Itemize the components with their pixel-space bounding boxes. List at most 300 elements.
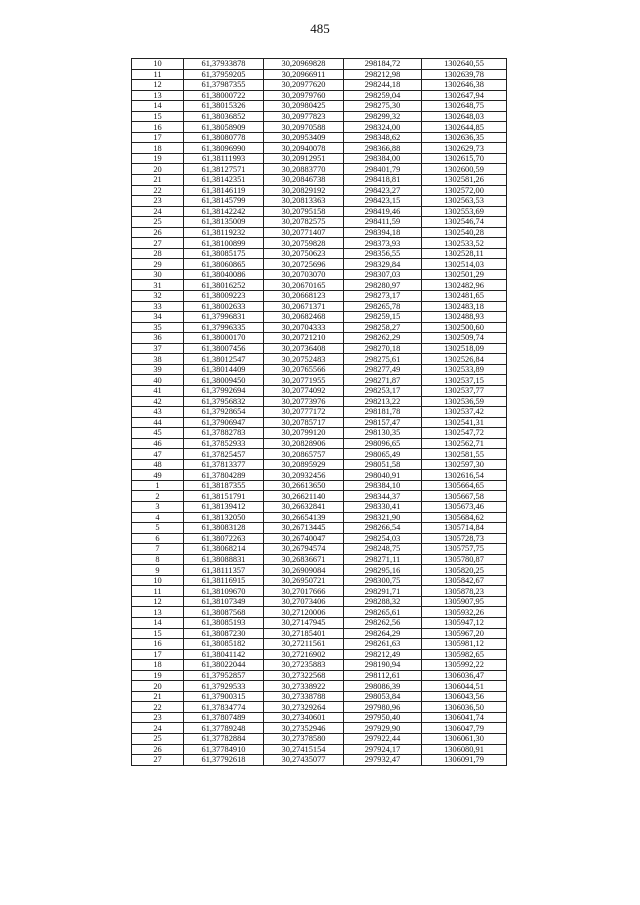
- latitude-cell: 61,38146119: [184, 185, 264, 196]
- x-coordinate-cell: 298394,18: [344, 227, 422, 238]
- point-number-cell: 4: [132, 512, 184, 523]
- x-coordinate-cell: 298262,56: [344, 617, 422, 628]
- x-coordinate-cell: 298384,10: [344, 480, 422, 491]
- y-coordinate-cell: 1302533,52: [422, 238, 507, 249]
- longitude-cell: 30,20671371: [264, 301, 344, 312]
- y-coordinate-cell: 1305967,20: [422, 628, 507, 639]
- y-coordinate-cell: 1302483,18: [422, 301, 507, 312]
- table-row: [132, 554, 507, 565]
- y-coordinate-cell: 1302647,94: [422, 90, 507, 101]
- latitude-cell: 61,37807489: [184, 712, 264, 723]
- longitude-cell: 30,20980425: [264, 101, 344, 112]
- y-coordinate-cell: 1302540,28: [422, 227, 507, 238]
- x-coordinate-cell: 298157,47: [344, 417, 422, 428]
- latitude-cell: 61,38012547: [184, 354, 264, 365]
- latitude-cell: 61,38068214: [184, 544, 264, 555]
- y-coordinate-cell: 1305842,67: [422, 575, 507, 586]
- y-coordinate-cell: 1302600,59: [422, 164, 507, 175]
- longitude-cell: 30,20979760: [264, 90, 344, 101]
- y-coordinate-cell: 1306044,51: [422, 681, 507, 692]
- table-row: [132, 586, 507, 597]
- point-number-cell: 28: [132, 248, 184, 259]
- latitude-cell: 61,38119232: [184, 227, 264, 238]
- longitude-cell: 30,27378580: [264, 734, 344, 745]
- point-number-cell: 17: [132, 132, 184, 143]
- point-number-cell: 8: [132, 554, 184, 565]
- longitude-cell: 30,20828906: [264, 438, 344, 449]
- table-row: [132, 565, 507, 576]
- longitude-cell: 30,20721210: [264, 333, 344, 344]
- x-coordinate-cell: 298265,78: [344, 301, 422, 312]
- y-coordinate-cell: 1302481,65: [422, 291, 507, 302]
- table-row: [132, 755, 507, 766]
- table-row: [132, 227, 507, 238]
- table-row: [132, 681, 507, 692]
- latitude-cell: 61,38085175: [184, 248, 264, 259]
- point-number-cell: 29: [132, 259, 184, 270]
- table-row: [132, 491, 507, 502]
- x-coordinate-cell: 297924,17: [344, 744, 422, 755]
- longitude-cell: 30,20752483: [264, 354, 344, 365]
- y-coordinate-cell: 1305932,26: [422, 607, 507, 618]
- y-coordinate-cell: 1305684,62: [422, 512, 507, 523]
- x-coordinate-cell: 298051,58: [344, 459, 422, 470]
- x-coordinate-cell: 298277,49: [344, 364, 422, 375]
- point-number-cell: 14: [132, 617, 184, 628]
- table-row: [132, 544, 507, 555]
- y-coordinate-cell: 1302553,69: [422, 206, 507, 217]
- table-row: [132, 385, 507, 396]
- table-row: [132, 196, 507, 207]
- longitude-cell: 30,27185401: [264, 628, 344, 639]
- longitude-cell: 30,20829192: [264, 185, 344, 196]
- y-coordinate-cell: 1302537,77: [422, 385, 507, 396]
- y-coordinate-cell: 1302546,74: [422, 217, 507, 228]
- x-coordinate-cell: 298213,22: [344, 396, 422, 407]
- point-number-cell: 42: [132, 396, 184, 407]
- table-row: [132, 396, 507, 407]
- point-number-cell: 30: [132, 269, 184, 280]
- point-number-cell: 45: [132, 428, 184, 439]
- x-coordinate-cell: 297950,40: [344, 712, 422, 723]
- longitude-cell: 30,20668123: [264, 291, 344, 302]
- y-coordinate-cell: 1302597,30: [422, 459, 507, 470]
- latitude-cell: 61,38145799: [184, 196, 264, 207]
- longitude-cell: 30,26621140: [264, 491, 344, 502]
- table-row: [132, 217, 507, 228]
- x-coordinate-cell: 298086,39: [344, 681, 422, 692]
- longitude-cell: 30,26654139: [264, 512, 344, 523]
- table-row: [132, 449, 507, 460]
- table-row: [132, 354, 507, 365]
- y-coordinate-cell: 1302615,70: [422, 153, 507, 164]
- longitude-cell: 30,26794574: [264, 544, 344, 555]
- point-number-cell: 48: [132, 459, 184, 470]
- x-coordinate-cell: 298307,03: [344, 269, 422, 280]
- y-coordinate-cell: 1302536,59: [422, 396, 507, 407]
- y-coordinate-cell: 1302616,54: [422, 470, 507, 481]
- point-number-cell: 31: [132, 280, 184, 291]
- point-number-cell: 22: [132, 185, 184, 196]
- y-coordinate-cell: 1302528,11: [422, 248, 507, 259]
- latitude-cell: 61,38111357: [184, 565, 264, 576]
- point-number-cell: 22: [132, 702, 184, 713]
- point-number-cell: 38: [132, 354, 184, 365]
- longitude-cell: 30,20765566: [264, 364, 344, 375]
- latitude-cell: 61,38014409: [184, 364, 264, 375]
- y-coordinate-cell: 1302526,84: [422, 354, 507, 365]
- y-coordinate-cell: 1305664,65: [422, 480, 507, 491]
- latitude-cell: 61,38139412: [184, 501, 264, 512]
- x-coordinate-cell: 298419,46: [344, 206, 422, 217]
- x-coordinate-cell: 298266,54: [344, 523, 422, 534]
- y-coordinate-cell: 1302537,42: [422, 407, 507, 418]
- table-row: [132, 734, 507, 745]
- y-coordinate-cell: 1305981,12: [422, 639, 507, 650]
- point-number-cell: 24: [132, 723, 184, 734]
- point-number-cell: 47: [132, 449, 184, 460]
- x-coordinate-cell: 298366,88: [344, 143, 422, 154]
- longitude-cell: 30,20774092: [264, 385, 344, 396]
- table-row: [132, 702, 507, 713]
- y-coordinate-cell: 1305673,46: [422, 501, 507, 512]
- point-number-cell: 15: [132, 111, 184, 122]
- point-number-cell: 9: [132, 565, 184, 576]
- table-row: [132, 649, 507, 660]
- y-coordinate-cell: 1305992,22: [422, 660, 507, 671]
- point-number-cell: 27: [132, 755, 184, 766]
- latitude-cell: 61,37929533: [184, 681, 264, 692]
- latitude-cell: 61,38016252: [184, 280, 264, 291]
- longitude-cell: 30,26950721: [264, 575, 344, 586]
- y-coordinate-cell: 1306036,50: [422, 702, 507, 713]
- longitude-cell: 30,20704333: [264, 322, 344, 333]
- y-coordinate-cell: 1302547,72: [422, 428, 507, 439]
- longitude-cell: 30,20773976: [264, 396, 344, 407]
- point-number-cell: 43: [132, 407, 184, 418]
- table-row: [132, 206, 507, 217]
- table-row: [132, 80, 507, 91]
- point-number-cell: 19: [132, 153, 184, 164]
- point-number-cell: 18: [132, 660, 184, 671]
- x-coordinate-cell: 298418,81: [344, 175, 422, 186]
- table-row: [132, 744, 507, 755]
- longitude-cell: 30,27329264: [264, 702, 344, 713]
- point-number-cell: 20: [132, 681, 184, 692]
- longitude-cell: 30,20940078: [264, 143, 344, 154]
- y-coordinate-cell: 1302648,75: [422, 101, 507, 112]
- table-row: [132, 312, 507, 323]
- x-coordinate-cell: 298423,15: [344, 196, 422, 207]
- latitude-cell: 61,38040086: [184, 269, 264, 280]
- point-number-cell: 40: [132, 375, 184, 386]
- latitude-cell: 61,37906947: [184, 417, 264, 428]
- y-coordinate-cell: 1302563,53: [422, 196, 507, 207]
- latitude-cell: 61,37992694: [184, 385, 264, 396]
- x-coordinate-cell: 298190,94: [344, 660, 422, 671]
- x-coordinate-cell: 298254,03: [344, 533, 422, 544]
- y-coordinate-cell: 1302482,96: [422, 280, 507, 291]
- longitude-cell: 30,20953409: [264, 132, 344, 143]
- x-coordinate-cell: 298212,98: [344, 69, 422, 80]
- point-number-cell: 6: [132, 533, 184, 544]
- table-row: [132, 364, 507, 375]
- table-row: [132, 607, 507, 618]
- latitude-cell: 61,37782884: [184, 734, 264, 745]
- table-row: [132, 628, 507, 639]
- x-coordinate-cell: 298356,55: [344, 248, 422, 259]
- table-row: [132, 375, 507, 386]
- table-row: [132, 670, 507, 681]
- table-row: [132, 617, 507, 628]
- longitude-cell: 30,20771407: [264, 227, 344, 238]
- table-row: [132, 153, 507, 164]
- longitude-cell: 30,27211561: [264, 639, 344, 650]
- latitude-cell: 61,38100899: [184, 238, 264, 249]
- x-coordinate-cell: 298329,84: [344, 259, 422, 270]
- point-number-cell: 12: [132, 80, 184, 91]
- x-coordinate-cell: 298053,84: [344, 691, 422, 702]
- point-number-cell: 34: [132, 312, 184, 323]
- x-coordinate-cell: 298259,04: [344, 90, 422, 101]
- table-row: [132, 69, 507, 80]
- latitude-cell: 61,38132050: [184, 512, 264, 523]
- x-coordinate-cell: 298299,32: [344, 111, 422, 122]
- table-row: [132, 459, 507, 470]
- x-coordinate-cell: 298295,16: [344, 565, 422, 576]
- latitude-cell: 61,38015326: [184, 101, 264, 112]
- latitude-cell: 61,37792618: [184, 755, 264, 766]
- table-row: [132, 480, 507, 491]
- longitude-cell: 30,20970588: [264, 122, 344, 133]
- x-coordinate-cell: 298264,29: [344, 628, 422, 639]
- y-coordinate-cell: 1302488,93: [422, 312, 507, 323]
- latitude-cell: 61,38060865: [184, 259, 264, 270]
- y-coordinate-cell: 1305780,87: [422, 554, 507, 565]
- latitude-cell: 61,37813377: [184, 459, 264, 470]
- latitude-cell: 61,38041142: [184, 649, 264, 660]
- y-coordinate-cell: 1306047,79: [422, 723, 507, 734]
- x-coordinate-cell: 298280,97: [344, 280, 422, 291]
- y-coordinate-cell: 1305878,23: [422, 586, 507, 597]
- longitude-cell: 30,26632841: [264, 501, 344, 512]
- table-row: [132, 59, 507, 70]
- longitude-cell: 30,26836671: [264, 554, 344, 565]
- y-coordinate-cell: 1302646,38: [422, 80, 507, 91]
- y-coordinate-cell: 1305714,84: [422, 523, 507, 534]
- table-row: [132, 280, 507, 291]
- y-coordinate-cell: 1302537,15: [422, 375, 507, 386]
- x-coordinate-cell: 298184,72: [344, 59, 422, 70]
- latitude-cell: 61,38142242: [184, 206, 264, 217]
- x-coordinate-cell: 298373,93: [344, 238, 422, 249]
- table-row: [132, 438, 507, 449]
- table-row: [132, 301, 507, 312]
- x-coordinate-cell: 297932,47: [344, 755, 422, 766]
- x-coordinate-cell: 298040,91: [344, 470, 422, 481]
- table-row: [132, 269, 507, 280]
- longitude-cell: 30,20969828: [264, 59, 344, 70]
- table-row: [132, 333, 507, 344]
- latitude-cell: 61,38096990: [184, 143, 264, 154]
- point-number-cell: 17: [132, 649, 184, 660]
- y-coordinate-cell: 1305757,75: [422, 544, 507, 555]
- latitude-cell: 61,37852933: [184, 438, 264, 449]
- latitude-cell: 61,37928654: [184, 407, 264, 418]
- y-coordinate-cell: 1305947,12: [422, 617, 507, 628]
- longitude-cell: 30,27235883: [264, 660, 344, 671]
- longitude-cell: 30,27415154: [264, 744, 344, 755]
- y-coordinate-cell: 1302636,35: [422, 132, 507, 143]
- y-coordinate-cell: 1302518,09: [422, 343, 507, 354]
- table-row: [132, 164, 507, 175]
- table-row: [132, 723, 507, 734]
- latitude-cell: 61,37825457: [184, 449, 264, 460]
- y-coordinate-cell: 1302581,55: [422, 449, 507, 460]
- latitude-cell: 61,37933878: [184, 59, 264, 70]
- y-coordinate-cell: 1306061,30: [422, 734, 507, 745]
- latitude-cell: 61,38036852: [184, 111, 264, 122]
- point-number-cell: 33: [132, 301, 184, 312]
- latitude-cell: 61,38151791: [184, 491, 264, 502]
- point-number-cell: 26: [132, 744, 184, 755]
- point-number-cell: 7: [132, 544, 184, 555]
- latitude-cell: 61,38000722: [184, 90, 264, 101]
- latitude-cell: 61,38135009: [184, 217, 264, 228]
- latitude-cell: 61,38116915: [184, 575, 264, 586]
- y-coordinate-cell: 1306043,56: [422, 691, 507, 702]
- point-number-cell: 37: [132, 343, 184, 354]
- latitude-cell: 61,38142351: [184, 175, 264, 186]
- x-coordinate-cell: 298112,61: [344, 670, 422, 681]
- table-row: [132, 90, 507, 101]
- x-coordinate-cell: 298271,11: [344, 554, 422, 565]
- point-number-cell: 2: [132, 491, 184, 502]
- longitude-cell: 30,27338788: [264, 691, 344, 702]
- point-number-cell: 5: [132, 523, 184, 534]
- point-number-cell: 23: [132, 712, 184, 723]
- table-row: [132, 101, 507, 112]
- x-coordinate-cell: 298244,18: [344, 80, 422, 91]
- latitude-cell: 61,37996831: [184, 312, 264, 323]
- latitude-cell: 61,38109670: [184, 586, 264, 597]
- latitude-cell: 61,38111993: [184, 153, 264, 164]
- point-number-cell: 23: [132, 196, 184, 207]
- latitude-cell: 61,38085193: [184, 617, 264, 628]
- latitude-cell: 61,38127571: [184, 164, 264, 175]
- longitude-cell: 30,20895929: [264, 459, 344, 470]
- x-coordinate-cell: 298258,27: [344, 322, 422, 333]
- latitude-cell: 61,38087230: [184, 628, 264, 639]
- longitude-cell: 30,20932456: [264, 470, 344, 481]
- longitude-cell: 30,20846738: [264, 175, 344, 186]
- latitude-cell: 61,38072263: [184, 533, 264, 544]
- y-coordinate-cell: 1302541,31: [422, 417, 507, 428]
- x-coordinate-cell: 298275,61: [344, 354, 422, 365]
- x-coordinate-cell: 298259,15: [344, 312, 422, 323]
- table-row: [132, 417, 507, 428]
- point-number-cell: 32: [132, 291, 184, 302]
- y-coordinate-cell: 1305667,58: [422, 491, 507, 502]
- longitude-cell: 30,20912951: [264, 153, 344, 164]
- table-row: [132, 248, 507, 259]
- x-coordinate-cell: 298411,59: [344, 217, 422, 228]
- x-coordinate-cell: 298261,63: [344, 639, 422, 650]
- y-coordinate-cell: 1302648,03: [422, 111, 507, 122]
- point-number-cell: 21: [132, 691, 184, 702]
- point-number-cell: 46: [132, 438, 184, 449]
- longitude-cell: 30,20785717: [264, 417, 344, 428]
- point-number-cell: 26: [132, 227, 184, 238]
- y-coordinate-cell: 1302581,26: [422, 175, 507, 186]
- longitude-cell: 30,20736408: [264, 343, 344, 354]
- latitude-cell: 61,38085182: [184, 639, 264, 650]
- y-coordinate-cell: 1302629,73: [422, 143, 507, 154]
- longitude-cell: 30,27352946: [264, 723, 344, 734]
- point-number-cell: 25: [132, 734, 184, 745]
- point-number-cell: 10: [132, 59, 184, 70]
- table-row: [132, 259, 507, 270]
- longitude-cell: 30,26613650: [264, 480, 344, 491]
- page-number: 485: [310, 21, 330, 36]
- table-row: [132, 691, 507, 702]
- latitude-cell: 61,38107349: [184, 596, 264, 607]
- longitude-cell: 30,20795158: [264, 206, 344, 217]
- point-number-cell: 11: [132, 586, 184, 597]
- latitude-cell: 61,38009223: [184, 291, 264, 302]
- latitude-cell: 61,37952857: [184, 670, 264, 681]
- table-row: [132, 596, 507, 607]
- y-coordinate-cell: 1302572,00: [422, 185, 507, 196]
- x-coordinate-cell: 298423,27: [344, 185, 422, 196]
- latitude-cell: 61,38002633: [184, 301, 264, 312]
- y-coordinate-cell: 1305820,25: [422, 565, 507, 576]
- x-coordinate-cell: 298321,90: [344, 512, 422, 523]
- point-number-cell: 39: [132, 364, 184, 375]
- longitude-cell: 30,20977823: [264, 111, 344, 122]
- point-number-cell: 11: [132, 69, 184, 80]
- point-number-cell: 44: [132, 417, 184, 428]
- longitude-cell: 30,20703070: [264, 269, 344, 280]
- x-coordinate-cell: 298130,35: [344, 428, 422, 439]
- x-coordinate-cell: 298065,49: [344, 449, 422, 460]
- latitude-cell: 61,38058909: [184, 122, 264, 133]
- table-row: [132, 291, 507, 302]
- x-coordinate-cell: 298265,61: [344, 607, 422, 618]
- y-coordinate-cell: 1302644,85: [422, 122, 507, 133]
- y-coordinate-cell: 1302640,55: [422, 59, 507, 70]
- point-number-cell: 14: [132, 101, 184, 112]
- table-row: [132, 238, 507, 249]
- table-row: [132, 512, 507, 523]
- table-row: [132, 660, 507, 671]
- table-row: [132, 639, 507, 650]
- point-number-cell: 49: [132, 470, 184, 481]
- latitude-cell: 61,38088831: [184, 554, 264, 565]
- x-coordinate-cell: 298181,78: [344, 407, 422, 418]
- point-number-cell: 16: [132, 122, 184, 133]
- longitude-cell: 30,20977620: [264, 80, 344, 91]
- longitude-cell: 30,27340601: [264, 712, 344, 723]
- table-row: [132, 185, 507, 196]
- longitude-cell: 30,20725696: [264, 259, 344, 270]
- table-row: [132, 470, 507, 481]
- point-number-cell: 10: [132, 575, 184, 586]
- latitude-cell: 61,38009450: [184, 375, 264, 386]
- longitude-cell: 30,27017666: [264, 586, 344, 597]
- latitude-cell: 61,38087568: [184, 607, 264, 618]
- x-coordinate-cell: 298270,18: [344, 343, 422, 354]
